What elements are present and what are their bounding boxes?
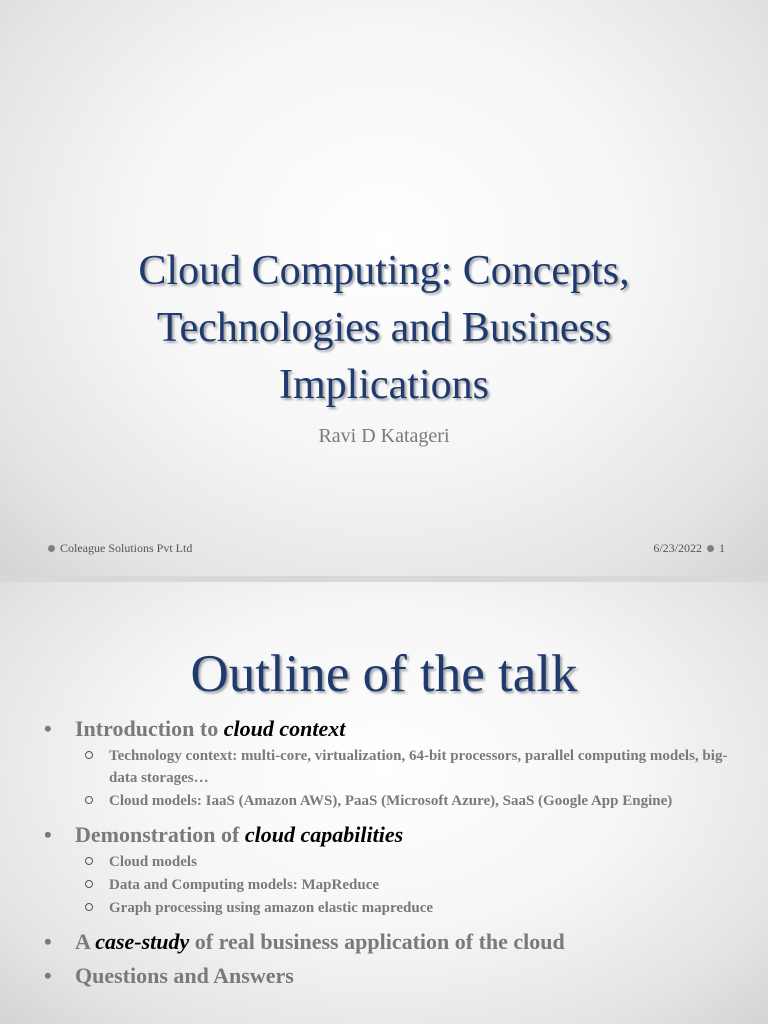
bullet-icon: •: [44, 822, 52, 847]
title-line: Technologies and Business: [156, 305, 612, 351]
outline-list: [44, 714, 744, 991]
bullet-dot-icon: [707, 545, 714, 552]
hollow-circle-bullet-icon: [85, 880, 93, 888]
bullet-icon: •: [44, 963, 52, 988]
outline-item-text: Questions and Answers: [75, 963, 294, 988]
outline-item-emphasis: cloud capabilities: [244, 822, 404, 847]
outline-subitem: [44, 897, 744, 919]
hollow-circle-bullet-icon: [85, 903, 93, 911]
bullet-dot-icon: [48, 545, 55, 552]
bullet-icon: •: [44, 716, 52, 741]
outline-subitem: [44, 790, 744, 812]
outline-subitem: [44, 874, 744, 896]
hollow-circle-bullet-icon: [85, 857, 93, 865]
company-name: Coleague Solutions Pvt Ltd: [60, 541, 193, 555]
outline-item-text: A: [75, 929, 96, 954]
outline-item: [44, 714, 744, 744]
footer-date-page: [653, 541, 725, 556]
outline-item-emphasis: case-study: [95, 929, 190, 954]
bullet-icon: •: [44, 929, 52, 954]
page-number: 1: [719, 541, 725, 555]
outline-subitem-text: Technology context: multi-core, virtualization, 64-bit processors, parallel computing models, big-data storages…: [109, 748, 728, 786]
outline-subitem: [44, 745, 744, 789]
slide-title: Outline of the talk: [190, 645, 578, 703]
outline-subitem-text: Cloud models: IaaS (Amazon AWS), PaaS (Microsoft Azure), SaaS (Google App Engine): [109, 793, 673, 809]
outline-subitem-text: Graph processing using amazon elastic mapreduce: [109, 900, 434, 916]
footer-company: [48, 541, 192, 556]
outline-item-text: Introduction to: [75, 716, 224, 741]
title-line: Implications: [279, 362, 489, 408]
outline-item: [44, 961, 744, 991]
outline-item-text: Demonstration of: [75, 822, 245, 847]
slide-date: 6/23/2022: [653, 541, 702, 555]
slide-title: [40, 243, 728, 414]
outline-subitem-text: Cloud models: [109, 854, 197, 870]
presenter-name: Ravi D Katageri: [318, 425, 450, 447]
outline-item: [44, 820, 744, 850]
title-line: Cloud Computing: Concepts,: [138, 248, 630, 294]
outline-item-text: of real business application of the cloud: [189, 929, 565, 954]
outline-subitem-text: Data and Computing models: MapReduce: [109, 877, 380, 893]
outline-item-emphasis: cloud context: [223, 716, 346, 741]
outline-subitem: [44, 851, 744, 873]
hollow-circle-bullet-icon: [85, 796, 93, 804]
hollow-circle-bullet-icon: [85, 751, 93, 759]
outline-slide: [0, 582, 768, 1024]
outline-item: [44, 927, 744, 957]
